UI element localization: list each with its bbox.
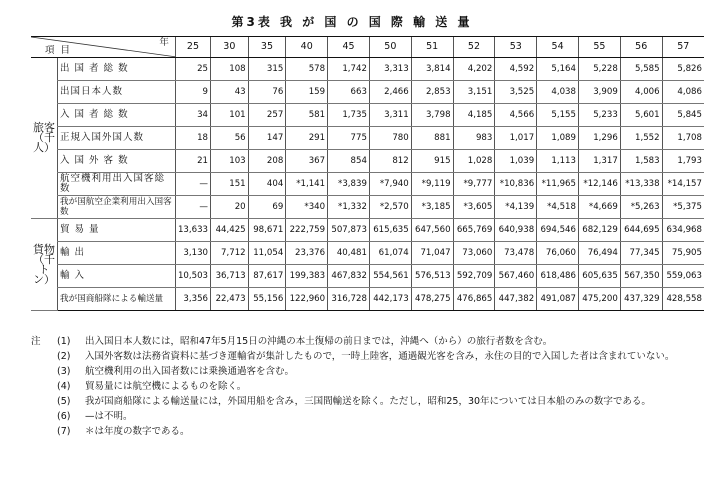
data-cell: 437,329: [620, 288, 662, 311]
note-lead: [31, 424, 57, 439]
row-label: 正規入国外国人数: [58, 127, 176, 150]
data-cell: *4,669: [578, 196, 620, 219]
data-cell: 22,473: [211, 288, 249, 311]
data-cell: 3,814: [411, 58, 453, 81]
data-cell: 44,425: [211, 219, 249, 242]
data-cell: 10,503: [175, 265, 210, 288]
note-lead: 注: [31, 336, 41, 347]
data-cell: 151: [211, 173, 249, 196]
data-cell: 665,769: [453, 219, 495, 242]
data-cell: 476,865: [453, 288, 495, 311]
data-cell: 615,635: [369, 219, 411, 242]
note-item: [31, 334, 701, 349]
table-row: [31, 58, 704, 81]
data-cell: 5,826: [662, 58, 704, 81]
data-cell: 775: [328, 127, 370, 150]
data-cell: 101: [211, 104, 249, 127]
data-cell: 61,074: [369, 242, 411, 265]
notes-section: [31, 334, 701, 439]
year-header: 45: [328, 37, 370, 58]
note-number: (4): [57, 381, 71, 392]
data-cell: 5,164: [537, 58, 579, 81]
row-label: 入 国 外 客 数: [58, 150, 176, 173]
data-cell: *4,139: [495, 196, 537, 219]
data-cell: 780: [369, 127, 411, 150]
year-header: 51: [411, 37, 453, 58]
data-cell: 3,130: [175, 242, 210, 265]
data-cell: 1,708: [662, 127, 704, 150]
data-cell: 576,513: [411, 265, 453, 288]
note-text: —は不明。: [85, 411, 133, 422]
data-cell: 18: [175, 127, 210, 150]
year-header: 52: [453, 37, 495, 58]
table-row: [31, 242, 704, 265]
data-cell: *3,185: [411, 196, 453, 219]
note-item: [31, 349, 701, 364]
data-cell: 291: [286, 127, 328, 150]
data-cell: 1,735: [328, 104, 370, 127]
data-cell: —: [175, 196, 210, 219]
note-number: (1): [57, 336, 71, 347]
year-header: 40: [286, 37, 328, 58]
note-item: [31, 364, 701, 379]
data-cell: 854: [328, 150, 370, 173]
year-label: 年: [159, 37, 169, 48]
note-lead: [31, 394, 57, 409]
data-cell: 103: [211, 150, 249, 173]
data-cell: 567,460: [495, 265, 537, 288]
data-cell: 4,202: [453, 58, 495, 81]
data-cell: 77,345: [620, 242, 662, 265]
data-cell: 1,317: [578, 150, 620, 173]
data-cell: 7,712: [211, 242, 249, 265]
year-header: 55: [578, 37, 620, 58]
data-cell: 554,561: [369, 265, 411, 288]
data-cell: 56: [211, 127, 249, 150]
data-cell: 812: [369, 150, 411, 173]
data-cell: *13,338: [620, 173, 662, 196]
data-cell: 315: [248, 58, 286, 81]
data-cell: *5,375: [662, 196, 704, 219]
row-label: 我が国商船隊による輸送量: [58, 288, 176, 311]
row-label: 航空機利用出入国客総数: [58, 173, 176, 196]
data-cell: 559,063: [662, 265, 704, 288]
data-cell: 3,525: [495, 81, 537, 104]
note-lead: [31, 364, 57, 379]
data-cell: 316,728: [328, 288, 370, 311]
data-cell: 634,968: [662, 219, 704, 242]
data-cell: 4,566: [495, 104, 537, 127]
data-cell: *10,836: [495, 173, 537, 196]
category-travel: 旅客（千人）: [31, 58, 58, 219]
year-header: 57: [662, 37, 704, 58]
row-label: 輸 出: [58, 242, 176, 265]
data-cell: 108: [211, 58, 249, 81]
data-cell: 5,228: [578, 58, 620, 81]
note-text: 我が国商船隊による輸送量には，外国用船を含み，三国間輸送を除く。ただし，昭和25，30年については日本船のみの数字である。: [85, 396, 651, 407]
data-cell: 55,156: [248, 288, 286, 311]
data-cell: 122,960: [286, 288, 328, 311]
data-cell: 76,060: [537, 242, 579, 265]
data-cell: 73,478: [495, 242, 537, 265]
data-cell: 3,151: [453, 81, 495, 104]
data-cell: 983: [453, 127, 495, 150]
table-row: [31, 173, 704, 196]
note-text: 航空機利用の出入国者数には乗換通過客を含む。: [85, 366, 295, 377]
data-cell: 618,486: [537, 265, 579, 288]
year-header: 56: [620, 37, 662, 58]
data-cell: 442,173: [369, 288, 411, 311]
data-cell: 592,709: [453, 265, 495, 288]
row-label: 輸 入: [58, 265, 176, 288]
data-cell: 4,038: [537, 81, 579, 104]
year-header: 50: [369, 37, 411, 58]
data-cell: *11,965: [537, 173, 579, 196]
data-cell: 682,129: [578, 219, 620, 242]
note-number: (2): [57, 351, 71, 362]
data-cell: 87,617: [248, 265, 286, 288]
data-cell: 881: [411, 127, 453, 150]
data-cell: 40,481: [328, 242, 370, 265]
data-cell: 2,466: [369, 81, 411, 104]
data-cell: 915: [411, 150, 453, 173]
data-cell: 3,313: [369, 58, 411, 81]
data-cell: *3,605: [453, 196, 495, 219]
item-label: 項目: [45, 45, 77, 56]
data-cell: 2,853: [411, 81, 453, 104]
year-header: 53: [495, 37, 537, 58]
row-label: 貿 易 量: [58, 219, 176, 242]
table-row: [31, 104, 704, 127]
note-item: [31, 424, 701, 439]
note-number: (5): [57, 396, 71, 407]
table-title: 第3表 我 が 国 の 国 際 輸 送 量: [231, 15, 473, 29]
note-text: 入国外客数は法務省資料に基づき運輸省が集計したもので，一時上陸客，通過観光客を含み，永住の目的で入国した者は含まれていない。: [85, 351, 675, 362]
note-lead: [31, 349, 57, 364]
data-cell: 3,909: [578, 81, 620, 104]
data-cell: 507,873: [328, 219, 370, 242]
data-cell: 5,585: [620, 58, 662, 81]
data-cell: 3,356: [175, 288, 210, 311]
data-cell: *7,940: [369, 173, 411, 196]
data-cell: 578: [286, 58, 328, 81]
data-cell: 5,845: [662, 104, 704, 127]
note-item: [31, 409, 701, 424]
data-cell: 3,798: [411, 104, 453, 127]
data-cell: 13,633: [175, 219, 210, 242]
data-cell: 1,296: [578, 127, 620, 150]
header-corner: [31, 37, 175, 58]
data-cell: 1,793: [662, 150, 704, 173]
data-cell: 1,028: [453, 150, 495, 173]
data-cell: 1,583: [620, 150, 662, 173]
data-cell: 5,155: [537, 104, 579, 127]
data-cell: 1,039: [495, 150, 537, 173]
data-cell: 199,383: [286, 265, 328, 288]
data-cell: *14,157: [662, 173, 704, 196]
table-row: [31, 196, 704, 219]
note-lead: [31, 409, 57, 424]
data-cell: *340: [286, 196, 328, 219]
data-cell: 367: [286, 150, 328, 173]
data-cell: 23,376: [286, 242, 328, 265]
data-cell: 36,713: [211, 265, 249, 288]
data-cell: 34: [175, 104, 210, 127]
data-cell: 11,054: [248, 242, 286, 265]
data-cell: *5,263: [620, 196, 662, 219]
data-cell: 21: [175, 150, 210, 173]
data-cell: 567,350: [620, 265, 662, 288]
data-cell: 1,089: [537, 127, 579, 150]
table-row: [31, 81, 704, 104]
data-cell: 5,601: [620, 104, 662, 127]
data-cell: 644,695: [620, 219, 662, 242]
data-cell: 20: [211, 196, 249, 219]
header-row: [31, 37, 704, 58]
data-cell: 76,494: [578, 242, 620, 265]
data-cell: 605,635: [578, 265, 620, 288]
note-item: [31, 379, 701, 394]
data-cell: 73,060: [453, 242, 495, 265]
note-text: 出入国日本人数には，昭和47年5月15日の沖縄の本土復帰の前日までは，沖縄へ（から）の旅行者数を含む。: [85, 336, 553, 347]
data-cell: 478,275: [411, 288, 453, 311]
data-cell: 5,233: [578, 104, 620, 127]
row-label: 我が国航空企業利用出入国客数: [58, 196, 176, 219]
data-cell: 69: [248, 196, 286, 219]
data-cell: 581: [286, 104, 328, 127]
data-cell: 447,382: [495, 288, 537, 311]
data-cell: 647,560: [411, 219, 453, 242]
data-cell: 208: [248, 150, 286, 173]
data-cell: 4,086: [662, 81, 704, 104]
data-cell: 475,200: [578, 288, 620, 311]
note-text: ＊は年度の数字である。: [85, 426, 190, 437]
table-row: [31, 265, 704, 288]
row-label: 入 国 者 総 数: [58, 104, 176, 127]
row-label: 出 国 者 総 数: [58, 58, 176, 81]
data-cell: *2,570: [369, 196, 411, 219]
note-lead: [31, 379, 57, 394]
data-cell: 4,006: [620, 81, 662, 104]
year-header: 35: [248, 37, 286, 58]
data-cell: 257: [248, 104, 286, 127]
data-cell: *9,119: [411, 173, 453, 196]
data-cell: 1,552: [620, 127, 662, 150]
data-cell: 428,558: [662, 288, 704, 311]
note-text: 貿易量には航空機によるものを除く。: [85, 381, 247, 392]
data-cell: *12,146: [578, 173, 620, 196]
data-cell: *1,141: [286, 173, 328, 196]
data-cell: 4,185: [453, 104, 495, 127]
table-row: [31, 150, 704, 173]
data-cell: 1,113: [537, 150, 579, 173]
year-header: 25: [175, 37, 210, 58]
note-number: (7): [57, 426, 71, 437]
data-cell: *9,777: [453, 173, 495, 196]
data-cell: 1,742: [328, 58, 370, 81]
note-number: (3): [57, 366, 71, 377]
data-cell: 25: [175, 58, 210, 81]
data-cell: 9: [175, 81, 210, 104]
data-cell: 75,905: [662, 242, 704, 265]
data-cell: 1,017: [495, 127, 537, 150]
data-cell: 222,759: [286, 219, 328, 242]
data-cell: 43: [211, 81, 249, 104]
data-cell: 71,047: [411, 242, 453, 265]
data-cell: 3,311: [369, 104, 411, 127]
category-cargo: 貨物（千トン）: [31, 219, 58, 311]
data-cell: 491,087: [537, 288, 579, 311]
table-row: [31, 127, 704, 150]
data-cell: 694,546: [537, 219, 579, 242]
data-cell: *4,518: [537, 196, 579, 219]
data-cell: *3,839: [328, 173, 370, 196]
data-cell: 98,671: [248, 219, 286, 242]
data-cell: 147: [248, 127, 286, 150]
data-cell: *1,332: [328, 196, 370, 219]
row-label: 出国日本人数: [58, 81, 176, 104]
data-cell: 640,938: [495, 219, 537, 242]
data-cell: —: [175, 173, 210, 196]
data-cell: 663: [328, 81, 370, 104]
note-item: [31, 394, 701, 409]
data-cell: 76: [248, 81, 286, 104]
table-row: [31, 219, 704, 242]
year-header: 30: [211, 37, 249, 58]
year-header: 54: [537, 37, 579, 58]
data-cell: 467,832: [328, 265, 370, 288]
transport-table: [31, 36, 704, 311]
data-cell: 404: [248, 173, 286, 196]
note-number: (6): [57, 411, 71, 422]
data-cell: 159: [286, 81, 328, 104]
data-cell: 4,592: [495, 58, 537, 81]
table-row: [31, 288, 704, 311]
